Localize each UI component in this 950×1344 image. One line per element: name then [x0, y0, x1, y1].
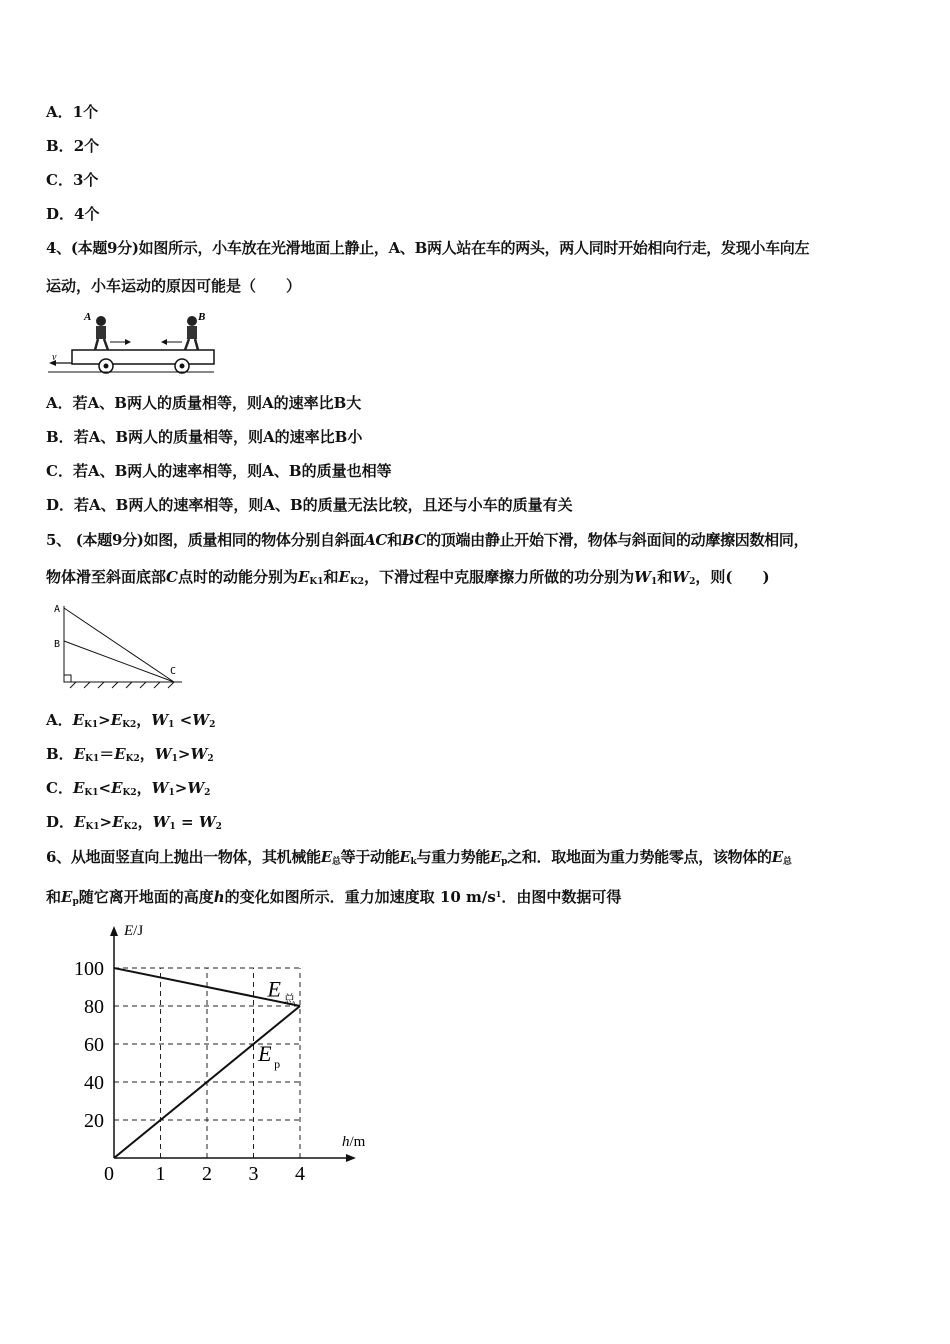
- person-a-label: A: [84, 311, 92, 323]
- q3-option-b: B．2个: [46, 137, 100, 155]
- y-tick-label-80: 80: [84, 996, 104, 1018]
- person-a: [95, 316, 108, 350]
- q5-option-a: A．$E_{K1}>E_{K2}$，$W_1 <W_2$: [46, 711, 216, 730]
- q6-stem-line1: 6、从地面竖直向上抛出一物体，其机械能$E_总$等于动能$E_k$与重力势能$E_p$之和．取地面为重力势能零点，该物体的$E_总$: [46, 848, 792, 867]
- y-axis-label: E/J: [124, 923, 144, 939]
- q5-stem-line2: 物体滑至斜面底部C点时的动能分别为$E_{K1}$和$E_{K2}$，下滑过程中克服摩擦力所做的功分别为$W_1$和$W_2$，则( ): [46, 568, 770, 587]
- q4-option-b: B．若A、B两人的质量相等，则A的速率比B小: [46, 428, 363, 446]
- series-label-sub-1: p: [274, 1057, 281, 1072]
- x-tick-label-1: 1: [155, 1163, 166, 1185]
- incline-ac: [64, 608, 177, 682]
- series-label-0: E: [267, 976, 281, 1002]
- person-b-label: B: [198, 311, 206, 323]
- x-axis-label: h/m: [342, 1134, 366, 1150]
- q3-option-c: C．3个: [46, 171, 99, 189]
- x-tick-label-3: 3: [248, 1163, 259, 1185]
- q5-stem-line1: 5、 (本题9分)如图，质量相同的物体分别自斜面AC和BC的顶端由静止开始下滑，物体与斜面间的动摩擦因数相同，: [46, 531, 809, 549]
- person-b: [185, 316, 198, 350]
- q5-option-d: D．$E_{K1}>E_{K2}$，$W_1 = W_2$: [46, 813, 222, 832]
- series-label-sub-0: 总: [283, 992, 296, 1007]
- y-tick-label-20: 20: [84, 1110, 104, 1132]
- cart-body: [72, 350, 214, 364]
- incline-label-b: B: [54, 639, 61, 650]
- ground-hatch: [70, 682, 174, 688]
- velocity-label: v: [52, 352, 57, 363]
- y-tick-label-40: 40: [84, 1072, 104, 1094]
- cart-wheel-right-hub: [180, 364, 185, 369]
- x-axis-arrow: [346, 1154, 356, 1162]
- q3-option-d: D．4个: [46, 205, 100, 223]
- energy-height-chart: [56, 915, 386, 1190]
- person-a-arrow-head: [125, 339, 131, 345]
- x-tick-label-2: 2: [202, 1163, 212, 1185]
- incline-bc: [64, 641, 177, 682]
- series-label-1: E: [258, 1041, 272, 1067]
- q6-stem-line2: 和$E_p$随它离开地面的高度h的变化如图所示．重力加速度取 10 $m/s^1$．由图中数据可得: [46, 888, 622, 907]
- q3-option-a: A．1个: [46, 103, 99, 121]
- x-tick-label-4: 4: [295, 1163, 305, 1185]
- incline-figure: [50, 598, 195, 694]
- q4-stem-line2: 运动，小车运动的原因可能是（ ）: [46, 277, 302, 295]
- incline-label-c: C: [170, 666, 177, 677]
- y-tick-label-60: 60: [84, 1034, 104, 1056]
- cart-figure: [46, 308, 221, 378]
- q4-option-c: C．若A、B两人的速率相等，则A、B的质量也相等: [46, 462, 392, 480]
- y-axis-arrow: [110, 926, 118, 936]
- q4-stem-line1: 4、(本题9分)如图所示，小车放在光滑地面上静止，A、B两人站在车的两头，两人同时开始相向行走，发现小车向左: [46, 239, 810, 257]
- incline-label-a: A: [54, 604, 61, 615]
- right-angle-mark: [64, 675, 71, 682]
- y-tick-label-100: 100: [74, 958, 104, 980]
- q5-option-b: B．$E_{K1}=E_{K2}$，$W_1>W_2$: [46, 745, 214, 764]
- person-b-arrow-head: [161, 339, 167, 345]
- cart-wheel-left-hub: [104, 364, 109, 369]
- q5-option-c: C．$E_{K1}<E_{K2}$，$W_1>W_2$: [46, 779, 211, 798]
- q4-option-d: D．若A、B两人的速率相等，则A、B的质量无法比较，且还与小车的质量有关: [46, 496, 573, 514]
- x-tick-label-0: 0: [104, 1163, 114, 1185]
- q4-option-a: A．若A、B两人的质量相等，则A的速率比B大: [46, 394, 362, 412]
